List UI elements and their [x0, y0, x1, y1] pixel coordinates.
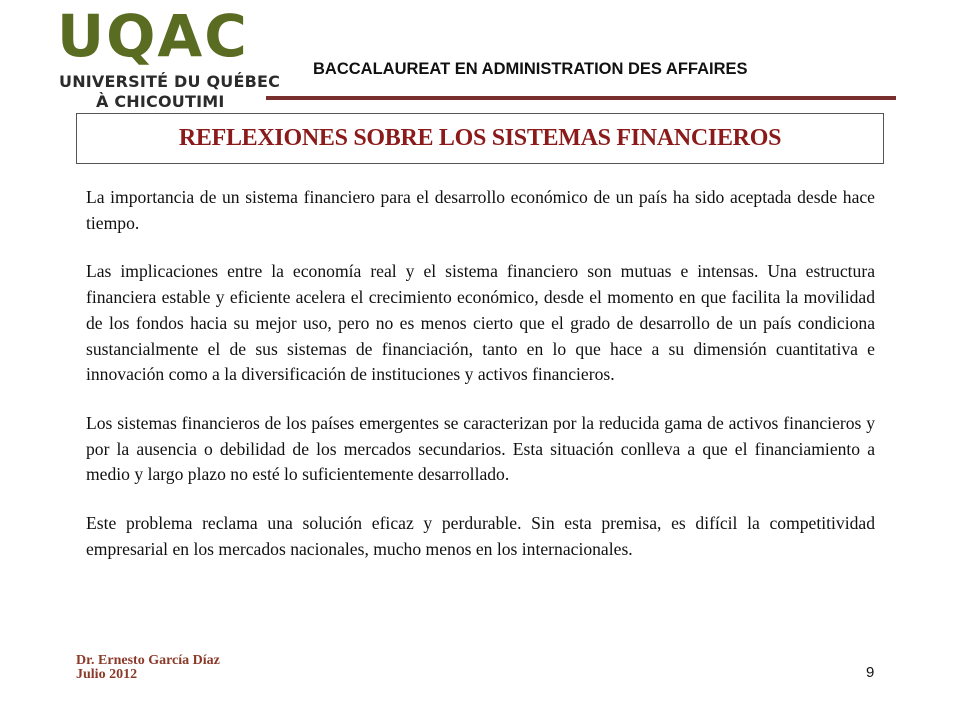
logo-university-line: UNIVERSITÉ DU QUÉBEC	[59, 72, 281, 91]
page-number: 9	[866, 664, 875, 681]
header-divider	[266, 96, 896, 100]
author-name: Dr. Ernesto García Díaz	[76, 653, 220, 668]
footer-author-block	[76, 654, 220, 682]
title-box	[76, 113, 884, 164]
logo-campus-line: À CHICOUTIMI	[96, 92, 225, 111]
slide-title: REFLEXIONES SOBRE LOS SISTEMAS FINANCIEROS	[178, 125, 782, 151]
paragraph: Las implicaciones entre la economía real y el sistema financiero son mutuas e intensas. Una estructura financiera estable y eficiente acelera el crecimiento económico, desde el momento en que facilita la movilidad de los fondos hacia su mejor uso, pero no es menos cierto que el grado de desarrollo de un país condiciona sustancialmente el de sus sistemas de financiación, tanto en lo que hace a su dimensión cuantitativa e innovación como a la diversificación de instituciones y activos financieros.	[86, 261, 875, 385]
slide-body	[86, 185, 875, 585]
footer-date: Julio 2012	[76, 667, 138, 682]
paragraph: Este problema reclama una solución eficaz y perdurable. Sin esta premisa, es difícil la competitividad empresarial en los mercados nacionales, mucho menos en los internacionales.	[86, 513, 875, 559]
paragraph: La importancia de un sistema financiero para el desarrollo económico de un país ha sido aceptada desde hace tiempo.	[86, 187, 875, 233]
paragraph: Los sistemas financieros de los países emergentes se caracterizan por la reducida gama de activos financieros y por la ausencia o debilidad de los mercados secundarios. Esta situación conlleva a que el financiamiento a medio y largo plazo no esté lo suficientemente desarrollado.	[86, 412, 875, 485]
uqac-logo	[55, 2, 281, 112]
logo-wordmark: UQAC	[57, 2, 249, 70]
program-header: BACCALAUREAT EN ADMINISTRATION DES AFFAIRES	[313, 60, 748, 78]
